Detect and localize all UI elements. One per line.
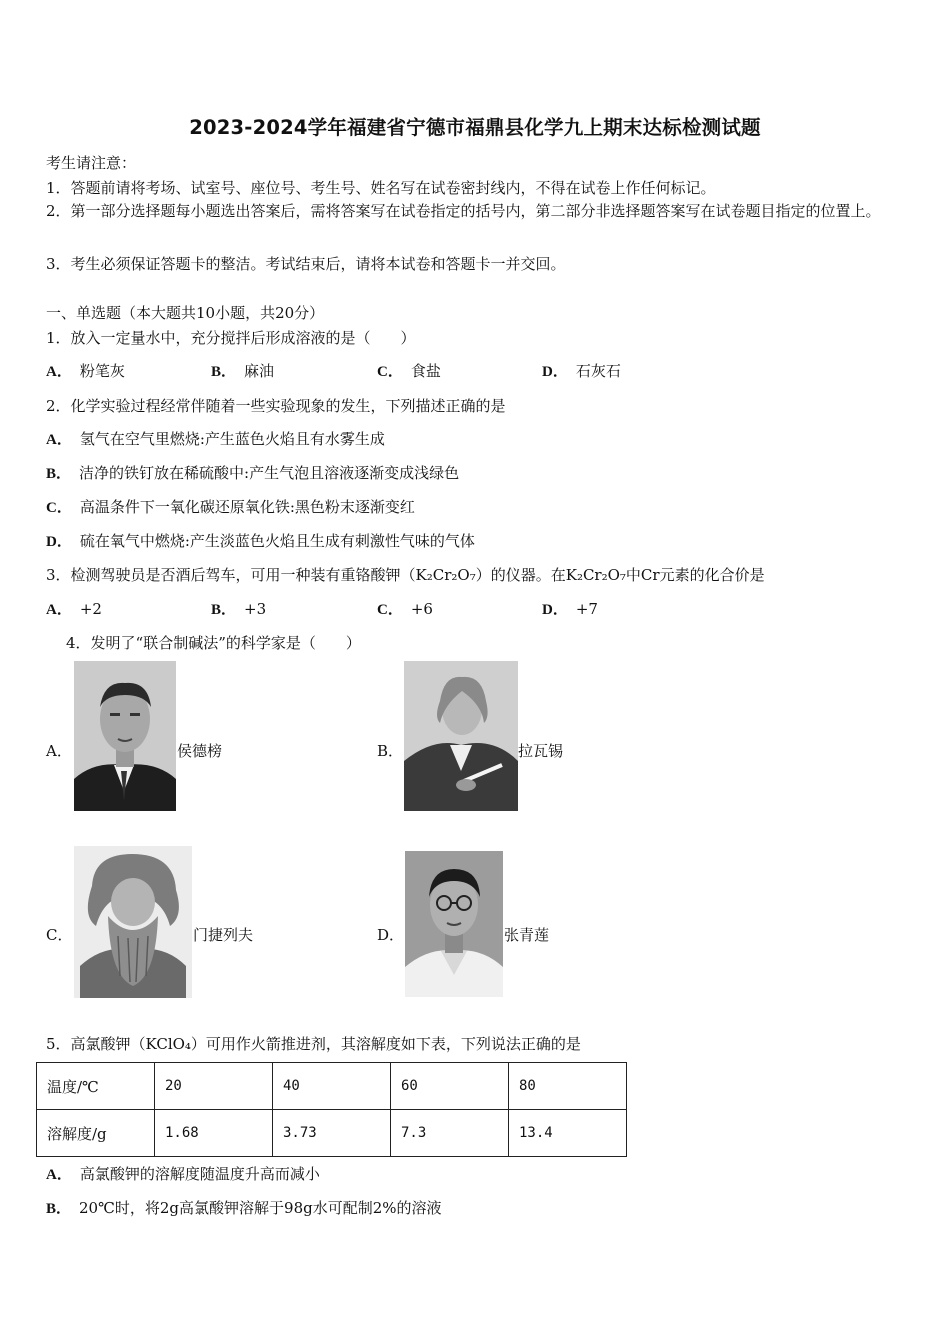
q3-option-d: D． +7 [542, 600, 598, 618]
q2-option-a: A． 氢气在空气里燃烧:产生蓝色火焰且有水雾生成 [46, 430, 385, 448]
table-row [37, 1110, 627, 1157]
table-cell: 20 [155, 1063, 273, 1110]
q1-option-b: B． 麻油 [211, 362, 275, 380]
table-cell: 温度/℃ [37, 1063, 155, 1110]
q3-option-b: B． +3 [211, 600, 267, 618]
table-cell: 13.4 [509, 1110, 627, 1157]
table-cell: 溶解度/g [37, 1110, 155, 1157]
q4-option-b-name: 拉瓦锡 [518, 742, 564, 760]
q4-option-c-letter: C． [46, 926, 73, 944]
notice-item-3: 3．考生必须保证答题卡的整洁。考试结束后，请将本试卷和答题卡一并交回。 [46, 255, 566, 273]
portrait-hou-debang [74, 661, 176, 811]
q4-option-b-letter: B． [377, 742, 404, 760]
q4-option-d-name: 张青莲 [504, 926, 550, 944]
question-1-stem: 1．放入一定量水中，充分搅拌后形成溶液的是（ ） [46, 329, 416, 347]
q4-option-a-name: 侯德榜 [177, 742, 223, 760]
q2-option-c: C． 高温条件下一氧化碳还原氧化铁:黑色粉末逐渐变红 [46, 498, 415, 516]
portrait-mendeleev [74, 846, 192, 998]
table-cell: 40 [273, 1063, 391, 1110]
question-4-stem: 4．发明了“联合制碱法”的科学家是（ ） [66, 634, 361, 652]
portrait-zhang-qinglian [405, 851, 503, 997]
q1-option-c: C． 食盐 [377, 362, 441, 380]
table-cell: 1.68 [155, 1110, 273, 1157]
q1-option-d: D． 石灰石 [542, 362, 621, 380]
table-cell: 7.3 [391, 1110, 509, 1157]
notice-item-1: 1．答题前请将考场、试室号、座位号、考生号、姓名写在试卷密封线内，不得在试卷上作任何标记。 [46, 179, 716, 197]
question-5-stem: 5．高氯酸钾（KClO₄）可用作火箭推进剂，其溶解度如下表，下列说法正确的是 [46, 1035, 581, 1053]
q3-option-a: A． +2 [46, 600, 102, 618]
q5-option-b: B． 20℃时，将2g高氯酸钾溶解于98g水可配制2%的溶液 [46, 1199, 442, 1217]
table-cell: 60 [391, 1063, 509, 1110]
q2-option-d: D． 硫在氧气中燃烧:产生淡蓝色火焰且生成有刺激性气味的气体 [46, 532, 475, 550]
q5-option-a: A． 高氯酸钾的溶解度随温度升高而减小 [46, 1165, 320, 1183]
section-heading: 一、单选题（本大题共10小题，共20分） [46, 304, 325, 322]
q1-option-a: A． 粉笔灰 [46, 362, 125, 380]
question-2-stem: 2．化学实验过程经常伴随着一些实验现象的发生，下列描述正确的是 [46, 397, 506, 415]
q2-option-b: B． 洁净的铁钉放在稀硫酸中:产生气泡且溶液逐渐变成浅绿色 [46, 464, 460, 482]
notice-item-2: 2．第一部分选择题每小题选出答案后，需将答案写在试卷指定的括号内，第二部分非选择题答案写在试卷题目指定的位置上。 [46, 202, 881, 220]
solubility-table [36, 1062, 627, 1157]
portrait-lavoisier [404, 661, 518, 811]
question-3-stem: 3．检测驾驶员是否酒后驾车，可用一种装有重铬酸钾（K₂Cr₂O₇）的仪器。在K₂Cr₂O₇中Cr元素的化合价是 [46, 566, 765, 584]
q4-option-d-letter: D． [377, 926, 405, 944]
table-cell: 3.73 [273, 1110, 391, 1157]
table-cell: 80 [509, 1063, 627, 1110]
table-row [37, 1063, 627, 1110]
notice-heading: 考生请注意： [46, 154, 137, 172]
q3-option-c: C． +6 [377, 600, 433, 618]
q4-option-a-letter: A． [46, 742, 72, 760]
page-title: 2023-2024学年福建省宁德市福鼎县化学九上期末达标检测试题 [189, 116, 761, 139]
q4-option-c-name: 门捷列夫 [193, 926, 254, 944]
